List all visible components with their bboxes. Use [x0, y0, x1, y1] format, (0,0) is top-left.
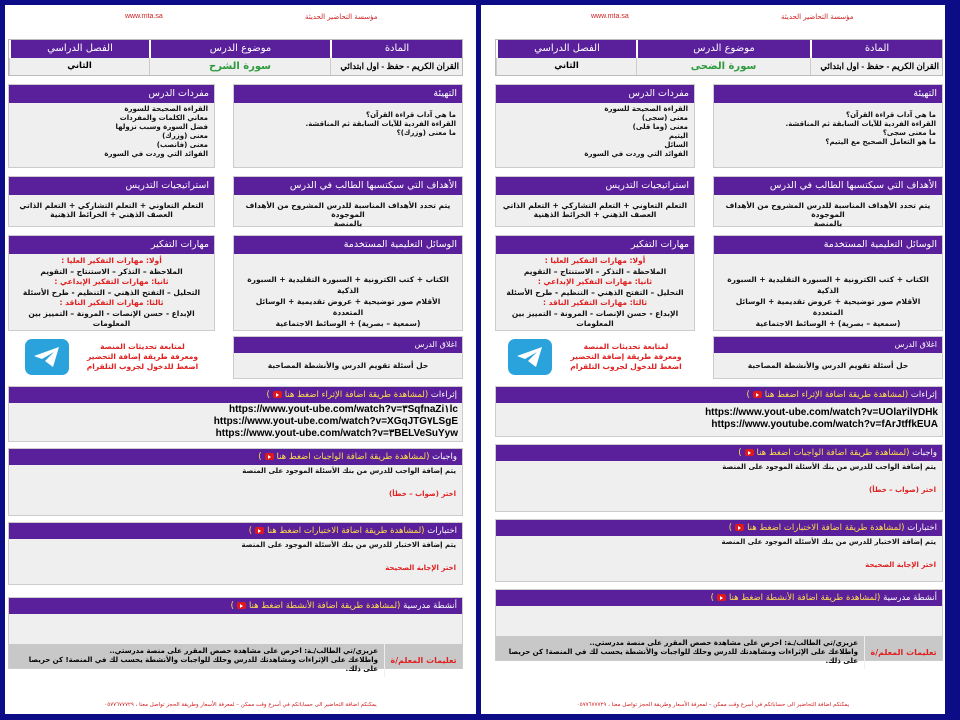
- telegram-line: اضغط للدخول لجروب التلقرام: [570, 361, 682, 371]
- enrichments-header: [496, 387, 942, 403]
- telegram-line: لمتابعة تحديثات المنصة: [100, 341, 185, 351]
- activities-header: [496, 590, 942, 606]
- teacher-text: [496, 636, 864, 669]
- strategies-box: [495, 176, 695, 227]
- vocab-line: الفوائد التي وردت في السورة: [584, 150, 688, 158]
- subject-header: المادة: [330, 40, 462, 58]
- teacher-instructions: [9, 644, 462, 673]
- row-goals-strategies: [8, 176, 463, 227]
- thinking-box-header: مهارات التفكير: [9, 236, 214, 254]
- media-box-body: [714, 254, 942, 330]
- topic-header: موضوع الدرس: [636, 40, 810, 58]
- thinking-heading: ثانيا: مهارات التفكير الإبداعي :: [537, 277, 653, 286]
- goals-box-body: [234, 195, 462, 226]
- activities-link-text: (لمشاهدة طريقة اضافة الأنشطة اضغط هنا: [728, 593, 881, 603]
- closing-box-body: [234, 353, 462, 378]
- organization-name: مؤسسة التحاضير الحديثة: [305, 13, 378, 21]
- homework-body: [9, 465, 462, 515]
- teacher-line: واطلاعك على الإثراءات ومشاهدتك للدرس وحلك للواجبات والأنشطة يحسب لك في المنصة! كن حريصا على ذلك.: [28, 656, 378, 673]
- homework-header: [9, 449, 462, 465]
- homework-link-text: (لمشاهدة طريقة اضافة الواجبات اضغط هنا: [756, 448, 910, 458]
- page-content: [8, 39, 463, 673]
- vocab-line: فضل السورة وسبب نزولها: [115, 123, 208, 131]
- closing-text: حل أسئلة تقويم الدرس والأنشطة المصاحبة: [267, 361, 429, 370]
- youtube-icon[interactable]: [265, 453, 274, 460]
- row-closing-telegram: [8, 336, 463, 379]
- vocab-line: القراءة الصحيحة للسورة: [124, 105, 208, 113]
- thinking-line: التحليل – التفتح الذهني – التنظيم - طرح الأسئلة: [506, 287, 684, 297]
- enrichments-section: [495, 386, 943, 437]
- telegram-promo[interactable]: [495, 336, 695, 377]
- activities-header: [9, 598, 462, 614]
- teacher-text: [9, 644, 384, 677]
- site-url[interactable]: www.mta.sa: [125, 13, 163, 20]
- strategies-line: التعلم التعاوني + التعلم التشاركي + التعلم الذاتي: [502, 201, 688, 210]
- vocab-line: معنى (وما قلى): [632, 123, 688, 131]
- enrichment-link[interactable]: https://www.youtube.com/watch?v=fArJtffkEUA: [711, 419, 938, 430]
- tests-section: [8, 522, 463, 585]
- thinking-box-body: [9, 254, 214, 330]
- telegram-line: اضغط للدخول لجروب التلقرام: [86, 361, 199, 371]
- teacher-label: تعليمات المعلم/ة: [864, 636, 942, 669]
- activities-body: [496, 606, 942, 636]
- topic-value: سورة الشرح: [149, 58, 330, 75]
- teacher-line: عزيزي/تي الطالب/ـة: احرص على مشاهدة حصص المقرر على منصة مدرستي..: [109, 647, 378, 655]
- telegram-text[interactable]: [87, 342, 198, 372]
- enrichments-video-link[interactable]: [746, 390, 908, 400]
- enrichment-link[interactable]: https://www.yout-ube.com/watch?v=٣BELVeSuYyw: [215, 428, 458, 439]
- enrichment-link[interactable]: https://www.yout-ube.com/watch?v=XGqJTG٧LSgE: [213, 416, 458, 427]
- topic-header: موضوع الدرس: [149, 40, 330, 58]
- lesson-plan-page-2: [481, 5, 945, 714]
- youtube-icon[interactable]: [717, 594, 726, 601]
- closing-box: [713, 336, 943, 379]
- strategies-line: العصف الذهني + الخرائط الذهنية: [533, 210, 657, 219]
- homework-link-close: ): [258, 452, 262, 462]
- tests-body: [496, 536, 942, 581]
- activities-video-link[interactable]: [711, 593, 881, 603]
- vocab-line: السائل: [664, 141, 688, 149]
- teacher-instructions: [496, 636, 942, 665]
- thinking-heading: ثانيا: مهارات التفكير الإبداعي :: [54, 277, 169, 286]
- page-footer: يمكنكم اضافة التحاضير الى حساباتكم في أسرع وقت ممكن – لمعرفة الأسعار وطريقة الحجز تواصل معنا ، ٠٥٧٧٦٧٧٧٢٩: [104, 702, 377, 708]
- thinking-box-header: مهارات التفكير: [496, 236, 694, 254]
- thinking-line: الإبداع - حسن الإنصات - المرونة – التمييز بين المعلومات: [28, 308, 195, 328]
- telegram-promo[interactable]: [8, 336, 215, 377]
- tests-link-text: (لمشاهدة طريقة اضافة الاختبارات اضغط هنا: [747, 523, 905, 533]
- tests-video-link[interactable]: [729, 523, 905, 533]
- teacher-line: واطلاعك على الإثراءات ومشاهدتك للدرس وحلك للواجبات والأنشطة يحسب لك في المنصة! كن حريصا على ذلك.: [508, 648, 858, 665]
- page-header: [481, 13, 945, 25]
- vocab-line: معاني الكلمات والمفردات: [119, 114, 208, 122]
- enrichment-links: [9, 403, 462, 441]
- term-value: الثاني: [496, 58, 636, 75]
- term-header: الفصل الدراسي: [496, 40, 636, 58]
- telegram-icon[interactable]: [508, 339, 552, 375]
- page-footer: يمكنكم اضافة التحاضير الى حساباتكم في أسرع وقت ممكن – لمعرفة الأسعار وطريقة الحجز تواصل معنا ، ٠٥٧٧٦٧٧٧٢٩: [576, 702, 850, 708]
- warmup-line: القراءة الفردية للآيات السابقة ثم المناقشة.: [785, 120, 936, 128]
- media-box: [233, 235, 463, 331]
- homework-title: واجبات: [912, 448, 937, 458]
- strategies-box-body: [9, 195, 214, 226]
- thinking-box-body: [496, 254, 694, 330]
- goals-box: [233, 176, 463, 227]
- media-line: الكتاب + كتب الكترونية + السبورة التقليدية + السبورة الذكية: [727, 275, 929, 295]
- tests-header: [496, 520, 942, 536]
- telegram-text[interactable]: [570, 342, 681, 372]
- page-header: [5, 13, 476, 25]
- warmup-box-header: التهيئة: [234, 85, 462, 103]
- strategies-line: العصف الذهني + الخرائط الذهنية: [50, 210, 173, 219]
- closing-box-header: اغلاق الدرس: [714, 337, 942, 353]
- vocab-box: [495, 84, 695, 168]
- activities-link-text: (لمشاهدة طريقة اضافة الأنشطة اضغط هنا: [248, 601, 401, 611]
- vocab-line: معنى (فانصب): [156, 141, 208, 149]
- strategies-line: التعلم التعاوني + التعلم التشاركي + التعلم الذاتي: [19, 201, 204, 210]
- vocab-box-body: [9, 103, 214, 167]
- vocab-box-header: مفردات الدرس: [9, 85, 214, 103]
- activities-link-close: ): [710, 593, 714, 603]
- enrichments-link-close: ): [746, 390, 750, 400]
- tests-link-close: ): [248, 526, 253, 536]
- youtube-icon[interactable]: [735, 524, 744, 531]
- strategies-box: [8, 176, 215, 227]
- thinking-line: التحليل – التفتح الذهني – التنظيم - طرح الأسئلة: [22, 287, 201, 297]
- warmup-box-body: [234, 103, 462, 167]
- goals-box-body: [714, 195, 942, 226]
- thinking-box: [495, 235, 695, 331]
- topic-value: سورة الضحى: [636, 58, 810, 75]
- row-closing-telegram: [495, 336, 943, 379]
- homework-link-text: (لمشاهدة طريقة اضافة الواجبات اضغط هنا: [276, 452, 430, 462]
- activities-video-link[interactable]: [231, 601, 401, 611]
- enrichments-header: [9, 387, 462, 403]
- enrichment-link[interactable]: https://www.yout-ube.com/watch?v=UOla٢il٧DHk: [705, 407, 938, 418]
- warmup-line: القراءة الفردية للآيات السابقة ثم المناقشة.: [305, 120, 456, 128]
- homework-text: يتم إضافة الواجب للدرس من بنك الأسئلة الموجود على المنصة: [242, 467, 456, 475]
- tests-choice: اختر الإجابة الصحيحة: [385, 564, 456, 572]
- warmup-line: ما هي آداب قراءة القرآن؟: [366, 111, 456, 119]
- thinking-line: الملاحظة – التذكر – الاستنتاج – التقويم: [523, 266, 667, 276]
- site-url[interactable]: www.mta.sa: [591, 13, 629, 20]
- vocab-line: اليتيم: [668, 132, 688, 140]
- warmup-box: [713, 84, 943, 168]
- goals-line: يتم تحدد الأهداف المناسبة للدرس المشروح من الأهداف الموجودة: [245, 201, 451, 219]
- goals-line: يتم تحدد الأهداف المناسبة للدرس المشروح من الأهداف الموجودة: [725, 201, 931, 219]
- tests-video-link[interactable]: [249, 526, 425, 536]
- homework-choice: اختر (صواب – خطأ): [869, 486, 936, 494]
- activities-body: [9, 614, 462, 644]
- homework-body: [496, 461, 942, 511]
- enrichments-title: إثراءات: [910, 390, 937, 400]
- closing-box-header: اغلاق الدرس: [234, 337, 462, 353]
- warmup-box-body: [714, 103, 942, 167]
- subject-header: المادة: [810, 40, 942, 58]
- youtube-icon[interactable]: [753, 391, 762, 398]
- youtube-icon[interactable]: [745, 449, 754, 456]
- homework-link-close: ): [738, 448, 742, 458]
- closing-box: [233, 336, 463, 379]
- vocab-box-body: [496, 103, 694, 167]
- vocab-box-header: مفردات الدرس: [496, 85, 694, 103]
- tests-link-text: (لمشاهدة طريقة اضافة الاختبارات اضغط هنا: [267, 526, 425, 536]
- media-box-header: الوسائل التعليمية المستخدمة: [234, 236, 462, 254]
- lesson-info-table: [495, 39, 943, 76]
- thinking-heading: أولا: مهارات التفكير العليا :: [544, 256, 646, 265]
- vocab-box: [8, 84, 215, 168]
- homework-video-link[interactable]: [738, 448, 909, 458]
- row-media-thinking: [8, 235, 463, 331]
- subject-value: القران الكريم - حفظ - اول ابتدائي: [810, 58, 942, 75]
- telegram-icon[interactable]: [25, 339, 69, 375]
- homework-text: يتم إضافة الواجب للدرس من بنك الأسئلة الموجود على المنصة: [722, 463, 936, 471]
- homework-section: [495, 444, 943, 512]
- term-header: الفصل الدراسي: [9, 40, 149, 58]
- activities-section: [495, 589, 943, 665]
- vocab-line: القراءة الصحيحة للسورة: [604, 105, 688, 113]
- enrichment-links: [496, 403, 942, 436]
- tests-link-close: ): [728, 523, 733, 533]
- tests-body: [9, 539, 462, 584]
- media-line: الأقلام صور توضيحية + عروض تقديمية + الوسائل المتعددة: [255, 297, 441, 317]
- youtube-icon[interactable]: [237, 602, 246, 609]
- goals-box: [713, 176, 943, 227]
- goals-box-header: الأهداف التي سيكتسبها الطالب في الدرس: [234, 177, 462, 195]
- strategies-box-header: استراتيجيات التدريس: [9, 177, 214, 195]
- media-box-header: الوسائل التعليمية المستخدمة: [714, 236, 942, 254]
- thinking-heading: ثالثا: مهارات التفكير الناقد :: [59, 298, 164, 307]
- homework-section: [8, 448, 463, 516]
- teacher-line: عزيزي/تي الطالب/ـة: احرص على مشاهدة حصص المقرر على منصة مدرستي..: [589, 639, 858, 647]
- media-box-body: [234, 254, 462, 330]
- media-line: الكتاب + كتب الكترونية + السبورة التقليدية + السبورة الذكية: [247, 275, 449, 295]
- activities-link-close: ): [230, 601, 234, 611]
- activities-section: [8, 597, 463, 673]
- media-line: (سمعية – بصرية) + الوسائط الاجتماعية: [755, 319, 901, 328]
- enrichment-link[interactable]: https://www.yout-ube.com/watch?v=٣SqfnaZi١lc: [228, 404, 458, 415]
- goals-line: بالمنصة: [333, 219, 363, 228]
- closing-text: حل أسئلة تقويم الدرس والأنشطة المصاحبة: [747, 361, 909, 370]
- homework-header: [496, 445, 942, 461]
- row-goals-strategies: [495, 176, 943, 227]
- homework-video-link[interactable]: [258, 452, 429, 462]
- tests-section: [495, 519, 943, 582]
- vocab-line: معنى (سجى): [641, 114, 688, 122]
- warmup-box-header: التهيئة: [714, 85, 942, 103]
- enrichments-link-close: ): [266, 390, 270, 400]
- enrichments-link-text: (لمشاهدة طريقة اضافة الإثراء اضغط هنا: [764, 390, 909, 400]
- row-warmup-vocab: [8, 84, 463, 168]
- enrichments-link-text: (لمشاهدة طريقة اضافة الإثراء اضغط هنا: [284, 390, 429, 400]
- lesson-plan-page-1: [5, 5, 476, 714]
- organization-name: مؤسسة التحاضير الحديثة: [781, 13, 854, 21]
- homework-title: واجبات: [432, 452, 457, 462]
- warmup-line: ما معنى (وزرك)؟: [396, 129, 456, 137]
- row-warmup-vocab: [495, 84, 943, 168]
- tests-choice: اختر الإجابة الصحيحة: [865, 561, 936, 569]
- closing-box-body: [714, 353, 942, 378]
- tests-title: اختبارات: [907, 523, 937, 533]
- enrichments-title: إثراءات: [430, 390, 457, 400]
- strategies-box-body: [496, 195, 694, 226]
- page-content: [495, 39, 943, 665]
- telegram-line: ومعرفة طريقة إضافة التحضير: [86, 351, 199, 361]
- tests-title: اختبارات: [427, 526, 457, 536]
- thinking-heading: ثالثا: مهارات التفكير الناقد :: [542, 298, 648, 307]
- goals-line: بالمنصة: [813, 219, 843, 228]
- warmup-line: ما معنى سجى؟: [882, 129, 936, 137]
- tests-text: يتم إضافة الاختبار للدرس من بنك الأسئلة الموجود على المنصة: [241, 541, 456, 549]
- thinking-line: الملاحظة – التذكر – الاستنتاج – التقويم: [40, 266, 183, 276]
- telegram-line: لمتابعة تحديثات المنصة: [583, 341, 669, 351]
- teacher-label: تعليمات المعلم/ة: [384, 644, 462, 677]
- lesson-info-table: [8, 39, 463, 76]
- media-line: الأقلام صور توضيحية + عروض تقديمية + الوسائل المتعددة: [735, 297, 921, 317]
- warmup-line: ما هي آداب قراءة القرآن؟: [846, 111, 936, 119]
- strategies-box-header: استراتيجيات التدريس: [496, 177, 694, 195]
- subject-value: القران الكريم - حفظ - اول ابتدائي: [330, 58, 462, 75]
- activities-title: أنشطة مدرسية: [403, 601, 457, 611]
- youtube-icon[interactable]: [255, 527, 264, 534]
- term-value: الثاني: [9, 58, 149, 75]
- tests-header: [9, 523, 462, 539]
- warmup-line: ما هو التعامل الصحيح مع اليتيم؟: [825, 138, 936, 146]
- media-line: (سمعية – بصرية) + الوسائط الاجتماعية: [275, 319, 421, 328]
- warmup-box: [233, 84, 463, 168]
- tests-text: يتم إضافة الاختبار للدرس من بنك الأسئلة الموجود على المنصة: [721, 538, 936, 546]
- thinking-box: [8, 235, 215, 331]
- youtube-icon[interactable]: [273, 391, 282, 398]
- thinking-heading: أولا: مهارات التفكير العليا :: [61, 256, 162, 265]
- vocab-line: الفوائد التي وردت في السورة: [104, 150, 208, 158]
- activities-title: أنشطة مدرسية: [883, 593, 937, 603]
- media-box: [713, 235, 943, 331]
- vocab-line: معنى (وزرك): [162, 132, 208, 140]
- row-media-thinking: [495, 235, 943, 331]
- homework-choice: اختر (صواب – خطأ): [389, 490, 456, 498]
- enrichments-section: [8, 386, 463, 442]
- goals-box-header: الأهداف التي سيكتسبها الطالب في الدرس: [714, 177, 942, 195]
- enrichments-video-link[interactable]: [266, 390, 428, 400]
- thinking-line: الإبداع - حسن الإنصات - المرونة – التمييز بين المعلومات: [511, 308, 679, 328]
- telegram-line: ومعرفة طريقة إضافة التحضير: [570, 351, 682, 361]
